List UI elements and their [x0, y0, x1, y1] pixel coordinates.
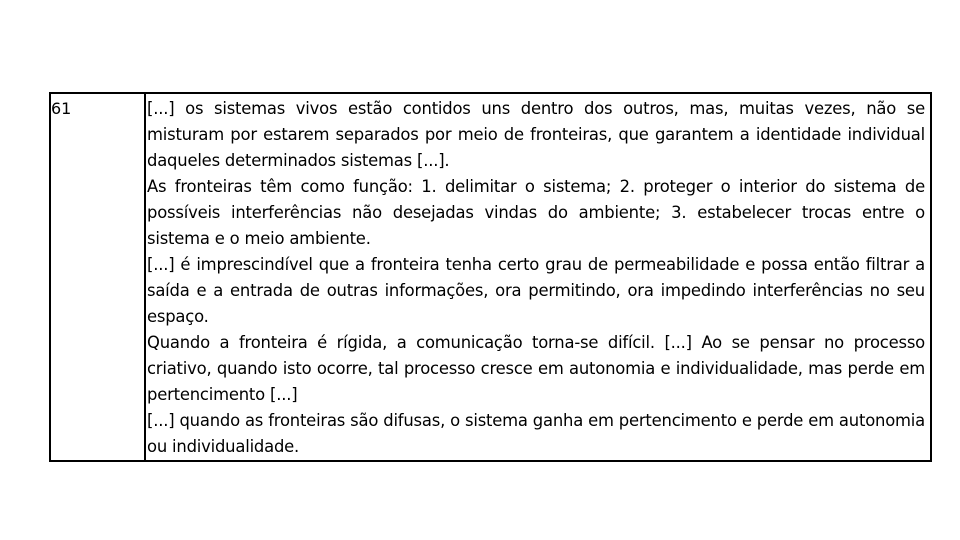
quote-paragraph-2: As fronteiras têm como função: 1. delimitar o sistema; 2. proteger o interior do sistema de possíveis interferências não desejadas vindas do ambiente; 3. estabelecer trocas entre o sistema e o meio ambiente. [147, 177, 925, 248]
quote-text-cell [145, 93, 931, 461]
quote-paragraph-3: [...] é imprescindível que a fronteira tenha certo grau de permeabilidade e possa então filtrar a saída e a entrada de outras informações, ora permitindo, ora impedindo interferências no seu espaço. [147, 255, 925, 326]
table-row [50, 93, 931, 461]
quote-paragraph-5: [...] quando as fronteiras são difusas, o sistema ganha em pertencimento e perde em autonomia ou individualidade. [147, 411, 925, 456]
entry-number: 61 [50, 93, 145, 461]
quote-paragraph-1: [...] os sistemas vivos estão contidos uns dentro dos outros, mas, muitas vezes, não se misturam por estarem separados por meio de fronteiras, que garantem a identidade individual daqueles determinados sistemas [...]. [147, 99, 925, 170]
quote-paragraph-4: Quando a fronteira é rígida, a comunicação torna-se difícil. [...] Ao se pensar no processo criativo, quando isto ocorre, tal processo cresce em autonomia e individualidade, mas perde em pertencimento [...] [147, 333, 925, 404]
quote-table [49, 92, 932, 462]
